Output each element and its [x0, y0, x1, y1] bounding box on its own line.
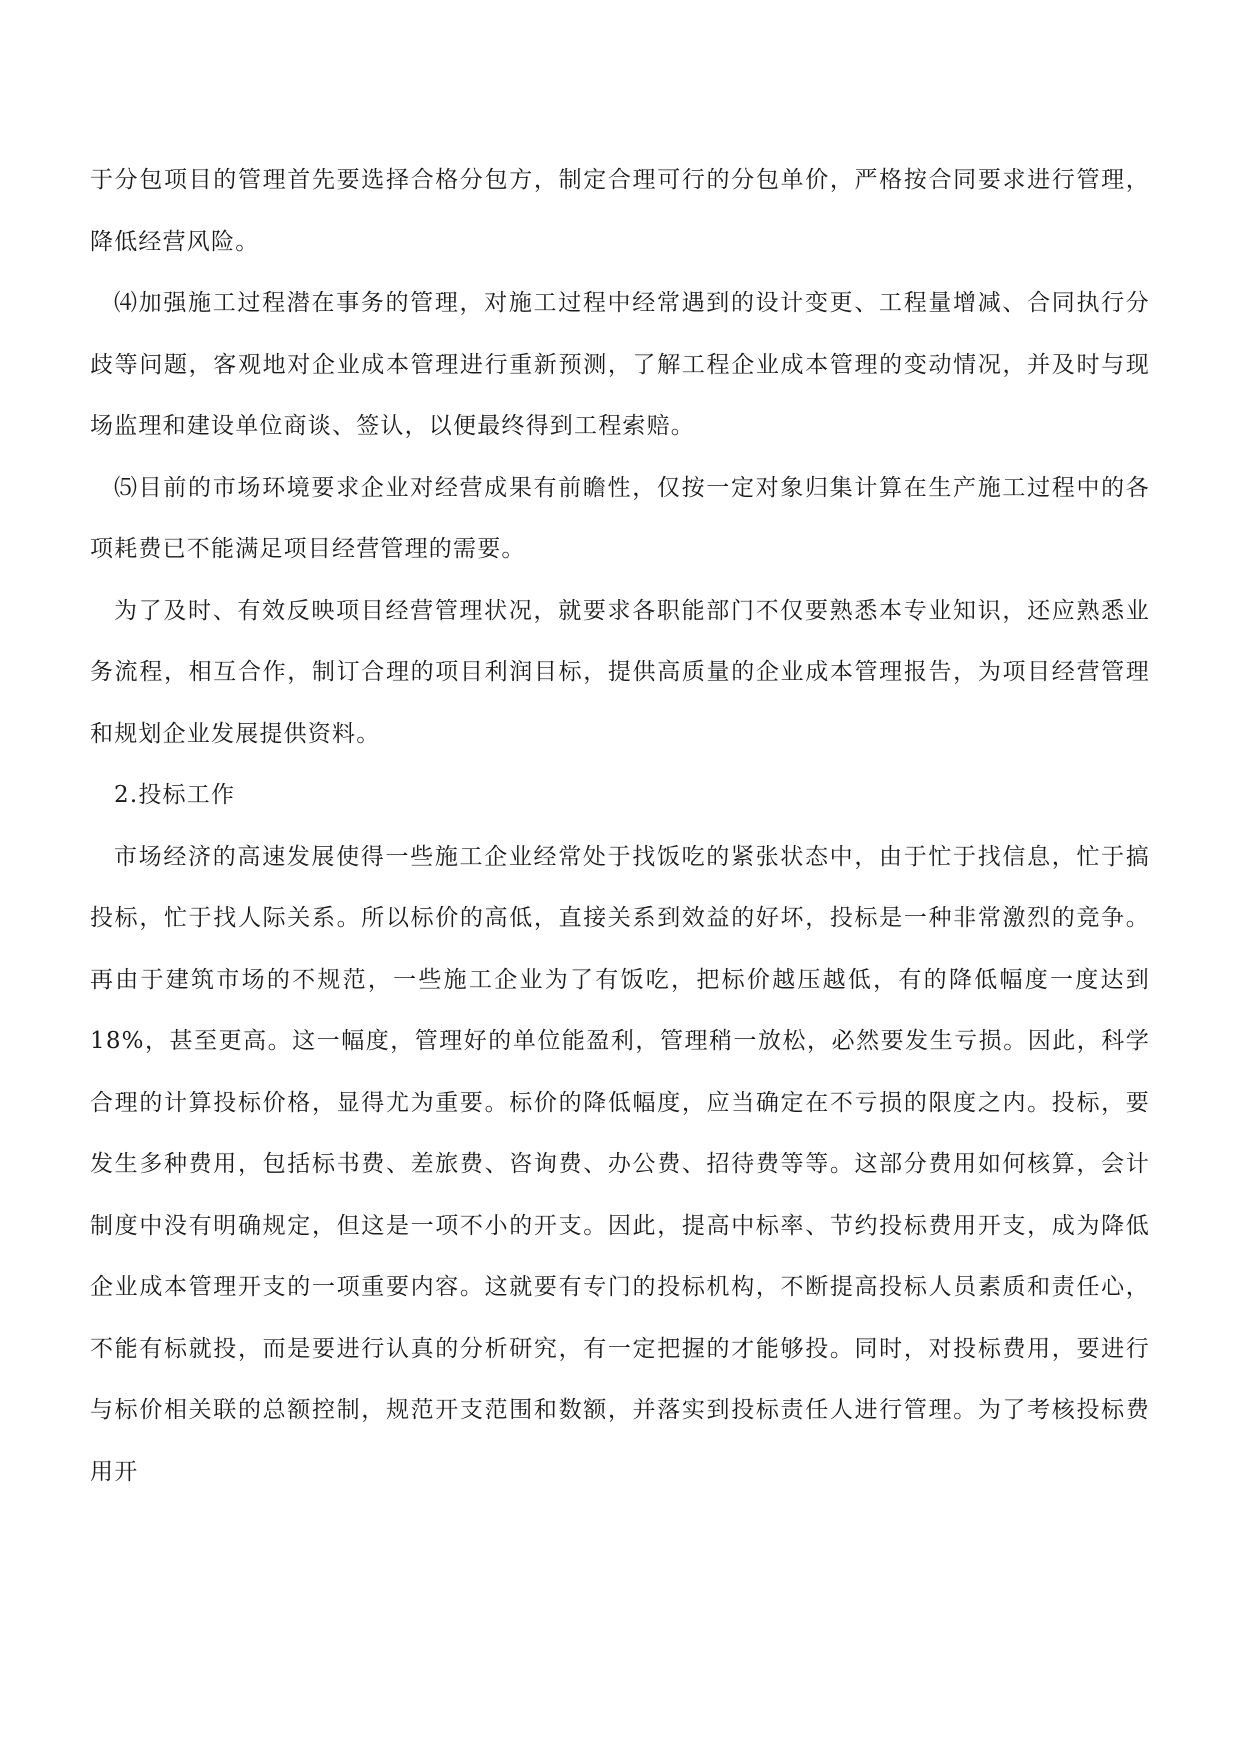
- section-heading-bidding: 2.投标工作: [114, 782, 236, 808]
- paragraph-item-5: ⑸目前的市场环境要求企业对经营成果有前瞻性，仅按一定对象归集计算在生产施工过程中的各项耗费已不能满足项目经营管理的需要。: [90, 474, 1150, 562]
- paragraph-timely-reporting: 为了及时、有效反映项目经营管理状况，就要求各职能部门不仅要熟悉本专业知识，还应熟悉业务流程，相互合作，制订合理的项目利润目标，提供高质量的企业成本管理报告，为项目经营管理和规划企业发展提供资料。: [90, 597, 1150, 747]
- paragraph-bidding-work: 市场经济的高速发展使得一些施工企业经常处于找饭吃的紧张状态中，由于忙于找信息，忙于搞投标，忙于找人际关系。所以标价的高低，直接关系到效益的好坏，投标是一种非常激烈的竞争。再由于建筑市场的不规范，一些施工企业为了有饭吃，把标价越压越低，有的降低幅度一度达到18%，甚至更高。这一幅度，管理好的单位能盈利，管理稍一放松，必然要发生亏损。因此，科学合理的计算投标价格，显得尤为重要。标价的降低幅度，应当确定在不亏损的限度之内。投标，要发生多种费用，包括标书费、差旅费、咨询费、办公费、招待费等等。这部分费用如何核算，会计制度中没有明确规定，但这是一项不小的开支。因此，提高中标率、节约投标费用开支，成为降低企业成本管理开支的一项重要内容。这就要有专门的投标机构，不断提高投标人员素质和责任心，不能有标就投，而是要进行认真的分析研究，有一定把握的才能够投。同时，对投标费用，要进行与标价相关联的总额控制，规范开支范围和数额，并落实到投标责任人进行管理。为了考核投标费用开: [90, 843, 1150, 1485]
- paragraph-subcontract-management: 于分包项目的管理首先要选择合格分包方，制定合理可行的分包单价，严格按合同要求进行管理，降低经营风险。: [90, 167, 1150, 255]
- paragraph-item-4: ⑷加强施工过程潜在事务的管理，对施工过程中经常遇到的设计变更、工程量增减、合同执行分歧等问题，客观地对企业成本管理进行重新预测，了解工程企业成本管理的变动情况，并及时与现场监理和建设单位商谈、签认，以便最终得到工程索赔。: [90, 290, 1150, 439]
- document-page: [90, 150, 1150, 1503]
